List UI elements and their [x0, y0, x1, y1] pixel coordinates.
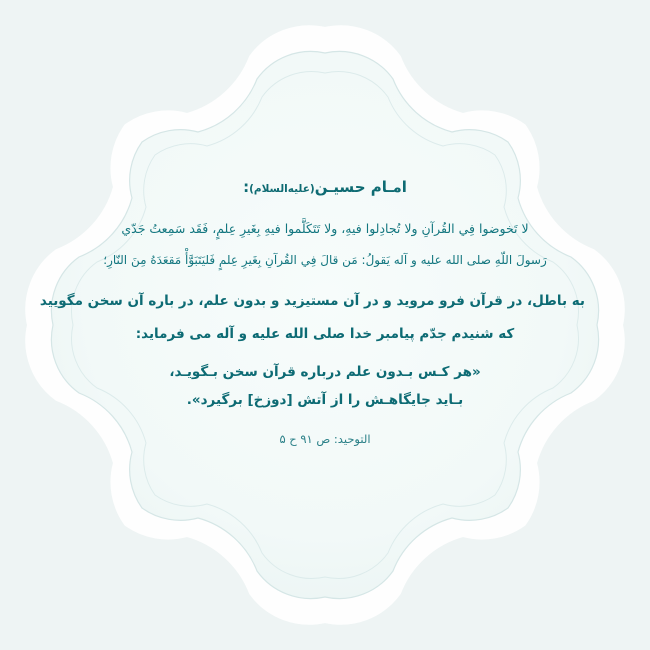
hadith-card — [39, 176, 585, 458]
title-colon: : — [243, 178, 250, 196]
arabic-line-1: لا تَخوضوا فِي القُرآنِ ولا تُجادِلوا فيهِ، ولا تَتَكَلَّموا فيهِ بِغَيرِ عِلمٍ، فَقَد سَمِعتُ جَدّي — [121, 220, 529, 236]
page-title — [65, 176, 585, 199]
title-honorific: (علیه‌السلام) — [249, 183, 315, 195]
quote-line-1: «هر کـس بـدون علم درباره قرآن سخن بـگویـد، — [169, 363, 481, 380]
translation-line-1: به باطل، در قرآن فرو مروید و در آن مستیزید و بدون علم، در باره آن سخن مگویید — [39, 292, 585, 309]
arabic-line-2: رَسولَ اللّهِ صلى الله عليه و آله يَقولُ: مَن قالَ فِي القُرآنِ بِغَيرِ عِلمٍ فَليَتَبَوَّأْ مَقعَدَهُ مِنَ النّارِ؛ — [103, 252, 547, 267]
title-imam-name: امـام حسیـن — [314, 178, 407, 196]
source-citation: التوحید: ص ۹۱ ح ۵ — [279, 432, 371, 447]
quote-line-2: بـاید جایگاهـش را از آتش [دوزخ] برگیرد». — [186, 391, 464, 408]
translation-line-2: که شنیدم جدّم پیامبر خدا صلی الله علیه و آله می فرماید: — [135, 326, 515, 343]
